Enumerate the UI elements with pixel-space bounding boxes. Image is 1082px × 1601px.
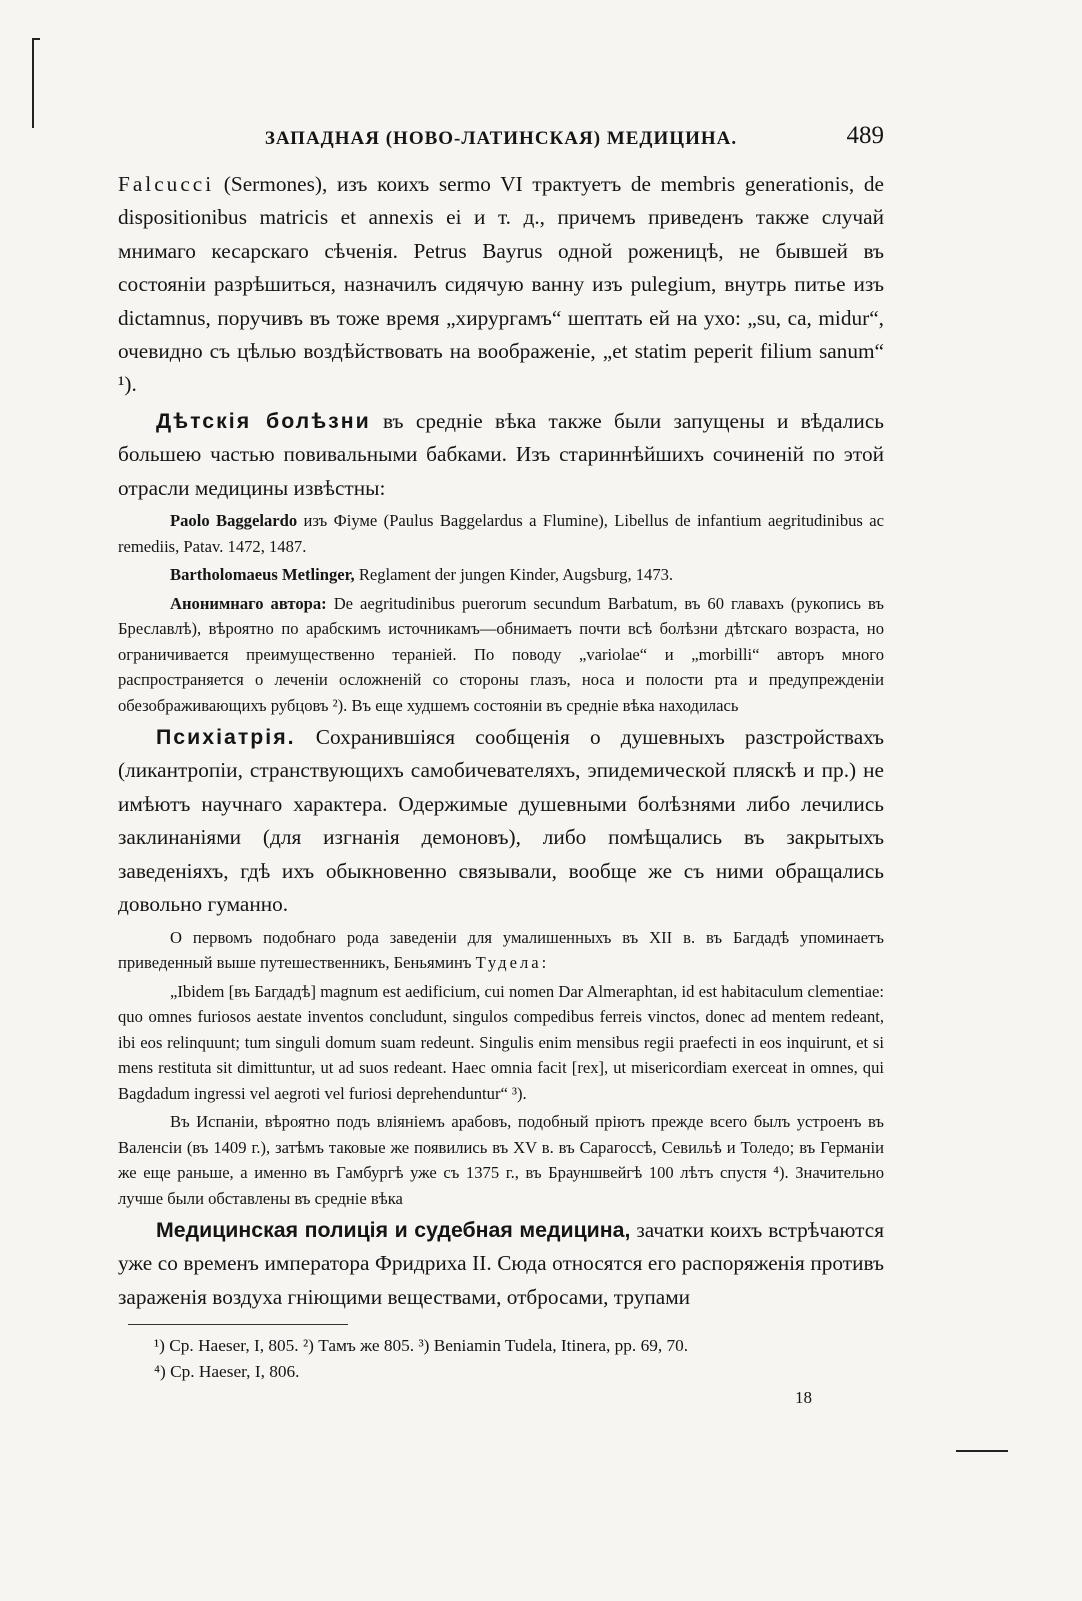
entry-text: изъ Фіуме (Paulus Baggelardus a Flumine), Libellus de infantium aegritudinibus ac remediis, Patav. 1472, 1487. (118, 511, 884, 556)
paragraph (118, 721, 884, 921)
footnote-separator (128, 1324, 348, 1325)
entry-author: Bartholomaeus Metlinger, (170, 565, 355, 585)
corner-rule (956, 1450, 1008, 1452)
paragraph-small: Въ Испаніи, вѣроятно подъ вліяніемъ арабовъ, подобный пріютъ прежде всего былъ устроенъ въ Валенсіи (въ 1409 г.), затѣмъ таковые же появились въ XV в. въ Сарагоссѣ, Севильѣ и Толедо; въ Германіи же еще раньше, а именно въ Гамбургѣ уже съ 1375 г., въ Брауншвейгѣ 100 лѣтъ спустя ⁴). Значительно лучше были обставлены въ средніе вѣка (118, 1112, 884, 1208)
entry-author: Paolo Baggelardo (170, 511, 298, 531)
paragraph-text: (Sermones), изъ коихъ sermo VI трактуетъ de membris generationis, de dispositionibus matricis et annexis ei и т. д., причемъ приведенъ также случай мнимаго кесарскаго сѣченія. Petrus Bayrus одной роженицѣ, не бывшей въ состояніи разрѣшиться, назначилъ сидячую ванну изъ pulegium, внутрь питье изъ dictamnus, поручивъ въ тоже время „хирургамъ“ шептать ей на ухо: „su, ca, midur“, очевидно съ цѣлью воздѣйствовать на воображеніе, „et statim peperit filium sanum“ ¹). (118, 172, 884, 397)
page-text (118, 168, 884, 1385)
page-number: 489 (846, 122, 884, 149)
paragraph (118, 168, 884, 402)
running-title: ЗАПАДНАЯ (НОВО-ЛАТИНСКАЯ) МЕДИЦИНА. (264, 128, 738, 149)
section-heading: Психіатрія. (156, 725, 296, 750)
author-name: Тудела (475, 953, 542, 972)
bibliography-entry (118, 591, 884, 719)
paragraph-text: : (541, 953, 547, 972)
scan-edge-mark (32, 38, 34, 128)
quotation: „Ibidem [въ Багдадѣ] magnum est aedificium, cui nomen Dar Almeraphtan, id est habitaculum clementiae: quo omnes furiosos aestate inventos concludunt, singulos compedibus ferreis vinctos, donec ad mentem redeant, ibi eos relinquunt; tum singuli domum suam redeunt. Singulis enim mensibus regii praefecti in eos inquirunt, et si mens restituta sit dimittuntur, ut ad suos redeant. Haec omnia facit [rex], ut misericordiam exerceat in omnes, qui Bagdadum ingressi vel aegroti vel furiosi deprehenduntur“ ³). (118, 981, 884, 1103)
paragraph-text: Сохранившіяся сообщенія о душевныхъ разстройствахъ (ликантропіи, странствующихъ самобичевателяхъ, эпидемической пляскѣ и пр.) не имѣютъ научнаго характера. Одержимые душевными болѣзнями либо лечились заклинаніями (для изгнанія демоновъ), либо помѣщались въ закрытыхъ заведеніяхъ, гдѣ ихъ обыкновенно связывали, вообще же съ ними обращались довольно гуманно. (118, 725, 884, 917)
bibliography-entry (118, 508, 884, 559)
paragraph-small (118, 925, 884, 976)
signature-mark: 18 (795, 1388, 812, 1407)
entry-author: Анонимнаго автора: (170, 593, 327, 613)
entry-text: Reglament der jungen Kinder, Augsburg, 1473. (354, 565, 674, 585)
footnote-line: ⁴) Cp. Haeser, I, 806. (154, 1362, 300, 1382)
bibliography-entry (118, 562, 884, 588)
paragraph-text: О первомъ подобнаго рода заведеніи для умалишенныхъ въ XII в. въ Багдадѣ упоминаетъ приведенный выше путешественникъ, Беньяминъ (118, 927, 884, 972)
section-heading: Дѣтскія болѣзни (156, 408, 371, 433)
paragraph-text: въ средніе вѣка также были запущены и вѣдались большею частью повивальными бабками. Изъ стариннѣйшихъ сочиненій по этой отрасли медицины извѣстны: (118, 408, 884, 500)
running-header (118, 118, 884, 158)
scan-edge-mark (32, 38, 40, 40)
author-name: Falcucci (118, 172, 215, 196)
footnote-line: ¹) Cp. Haeser, I, 805. ²) Тамъ же 805. ³) Beniamin Tudela, Itinera, pp. 69, 70. (154, 1336, 689, 1356)
paragraph (118, 405, 884, 505)
section-heading: Медицинская полиція и судебная медицина, (156, 1218, 631, 1242)
paragraph (118, 1214, 884, 1314)
paragraph-text: зачатки коихъ встрѣчаются уже со временъ императора Фридриха II. Сюда относятся его распоряженія противъ зараженія воздуха гніющими веществами, отбросами, трупами (118, 1218, 884, 1309)
entry-text: De aegritudinibus puerorum secundum Barbatum, въ 60 главахъ (рукопись въ Бреславлѣ), вѣроятно по арабскимъ источникамъ—обнимаетъ почти всѣ болѣзни дѣтскаго возраста, но ограничивается преимущественно тераніей. По поводу „variolae“ и „morbilli“ авторъ много распространяется о леченіи осложненій со стороны глазъ, носа и полости рта и предупрежденіи обезображивающихъ рубцовъ ²). Въ еще худшемъ состояніи въ средніе вѣка находилась (118, 593, 884, 715)
